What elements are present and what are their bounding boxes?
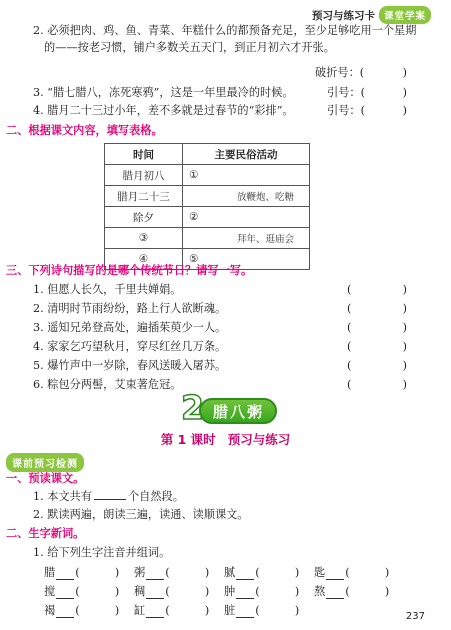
char-cell[interactable]: 熬 ( ) [314, 585, 390, 598]
char-cell[interactable]: 稠 ( ) [134, 585, 210, 598]
poem-item-4: 4. 家家乞巧望秋月，穿尽红丝几万条。 [33, 340, 227, 353]
q1-item-2: 2. 必须把肉、鸡、鱼、青菜、年糕什么的都预备充足，至少足够吃用一个星期 [33, 24, 417, 37]
preview-item-2: 2. 默读两遍，朗读三遍，读通、读顺课文。 [33, 508, 249, 521]
section-3-title: 三、下列诗句描写的是哪个传统节日？请写一写。 [6, 264, 253, 277]
newchars-title: 二、生字新词。 [6, 527, 85, 540]
poem-answer-2[interactable]: ( ) [347, 302, 407, 315]
q1-item-3-answer[interactable]: 引号：( ) [327, 86, 407, 99]
q1-item-4: 4. 腊月二十三过小年，差不多就是过春节的“彩排”。 [33, 104, 294, 117]
table-row [105, 186, 310, 207]
char-row [44, 604, 314, 618]
char-cell[interactable]: 腻 ( ) [224, 566, 300, 579]
page-header [312, 6, 431, 24]
table-cell-activity[interactable]: 放鞭炮、吃糖 [183, 186, 310, 207]
preview-tag: 课前预习检测 [6, 453, 84, 472]
lesson-number: 2 [181, 388, 204, 427]
preview-item-1: 1. 本文共有 个自然段。 [33, 490, 184, 503]
header-title: 预习与练习卡 [311, 9, 375, 22]
table-cell-time[interactable]: ③ [105, 228, 183, 249]
table-cell-activity[interactable]: ① [183, 165, 310, 186]
poem-answer-6[interactable]: ( ) [347, 378, 407, 391]
table-row [105, 165, 310, 186]
poem-item-6: 6. 粽包分两髻，艾束著危冠。 [33, 378, 182, 391]
poem-item-5: 5. 爆竹声中一岁除，春风送暖入屠苏。 [33, 359, 227, 372]
char-row [44, 566, 404, 580]
char-cell[interactable]: 腊 ( ) [44, 566, 120, 579]
poem-item-3: 3. 遥知兄弟登高处，遍插茱萸少一人。 [33, 321, 227, 334]
poem-answer-3[interactable]: ( ) [347, 321, 407, 334]
poem-answer-5[interactable]: ( ) [347, 359, 407, 372]
char-cell[interactable]: 缸 ( ) [134, 604, 210, 617]
q1-item-4-answer[interactable]: 引号：( ) [327, 104, 407, 117]
q1-item-2-answer[interactable]: 破折号：( ) [315, 66, 407, 79]
table-cell-time: 腊月初八 [105, 165, 183, 186]
char-cell[interactable]: 匙 ( ) [314, 566, 390, 579]
section-2-title: 二、根据课文内容，填写表格。 [6, 124, 163, 137]
table-row [105, 228, 310, 249]
table-header-time: 时间 [105, 144, 183, 165]
q1-item-2-cont: 的——按老习惯，铺户多数关五天门，到正月初六才开张。 [44, 41, 335, 54]
lesson-title: 腊八粥 [213, 403, 265, 421]
table-cell-time[interactable]: ④ [105, 249, 183, 270]
char-cell[interactable]: 搅 ( ) [44, 585, 120, 598]
table-cell-time: 腊月二十三 [105, 186, 183, 207]
paragraph-count-blank[interactable] [94, 490, 126, 500]
poem-answer-4[interactable]: ( ) [347, 340, 407, 353]
poem-item-2: 2. 清明时节雨纷纷，路上行人欲断魂。 [33, 302, 227, 315]
poem-item-1: 1. 但愿人长久，千里共婵娟。 [33, 283, 182, 296]
char-cell[interactable]: 脏 ( ) [224, 604, 300, 617]
table-header-activity: 主要民俗活动 [183, 144, 310, 165]
header-badge: 课堂学案 [379, 6, 431, 24]
table-row [105, 207, 310, 228]
char-cell[interactable]: 褐 ( ) [44, 604, 120, 617]
lesson-banner [175, 388, 277, 428]
preview-title: 一、预读课文。 [6, 472, 85, 485]
poem-answer-1[interactable]: ( ) [347, 283, 407, 296]
page-number: 237 [405, 611, 425, 622]
festival-table [104, 143, 310, 270]
newchars-item-1: 1. 给下列生字注音并组词。 [33, 546, 171, 559]
table-cell-activity[interactable]: ② [183, 207, 310, 228]
table-cell-time: 除夕 [105, 207, 183, 228]
table-cell-activity[interactable]: ⑤ [183, 249, 310, 270]
char-cell[interactable]: 粥 ( ) [134, 566, 210, 579]
char-row [44, 585, 404, 599]
char-cell[interactable]: 肿 ( ) [224, 585, 300, 598]
lesson-heading: 第 1 课时 预习与练习 [160, 432, 291, 447]
table-cell-activity: 拜年、逛庙会 [183, 228, 310, 249]
q1-item-3: 3. “腊七腊八，冻死寒鸦”，这是一年里最冷的时候。 [33, 86, 294, 99]
